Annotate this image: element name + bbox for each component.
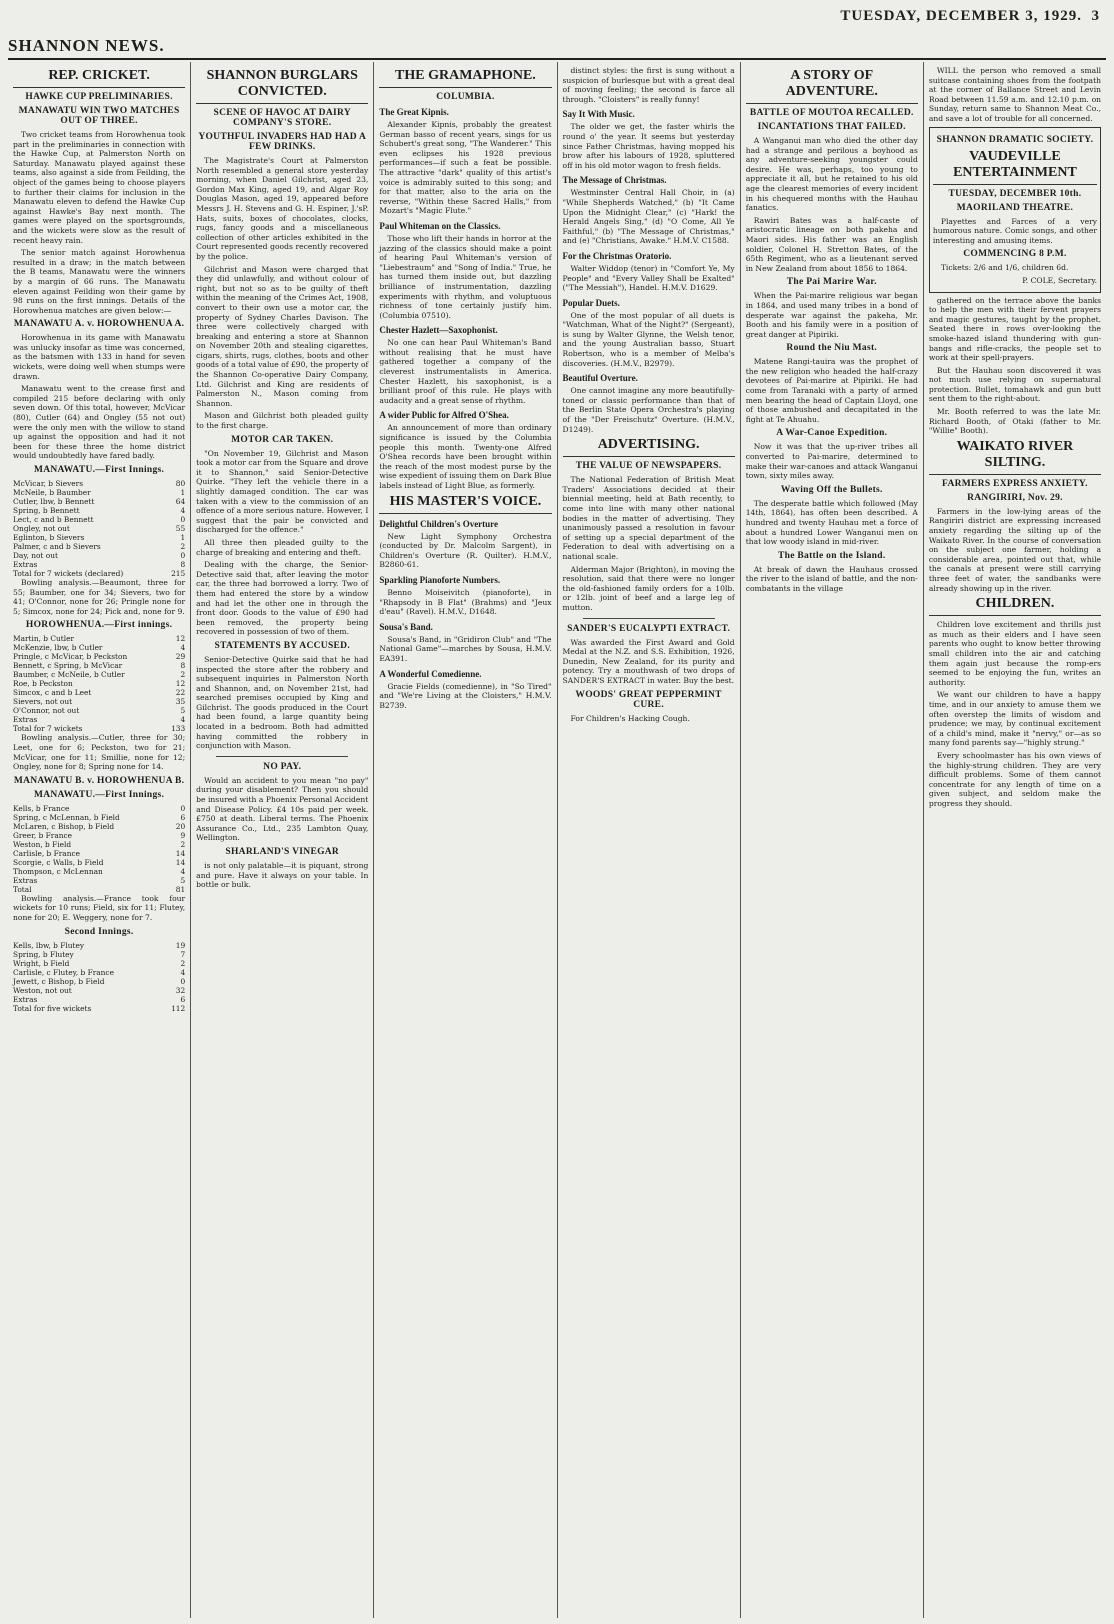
subhead: THE VALUE OF NEWSPAPERS. xyxy=(575,461,722,472)
paragraph: gathered on the terrace above the banks to help the men with their fervent prayers and magic gestures, taught by the prophet. Seated there in rows over-looking the smoke-hazed island thundering with gun-bangs and rifle-cracks, the people set to work at their spell-prayers. xyxy=(928,295,1102,363)
batsman: Weston, b Field xyxy=(13,839,72,849)
paragraph: We want our children to have a happy time, and in our anxiety to amuse them we often overstep the limits of wisdom and prudence; we may, by continual excitement of a child's mind, make it "nervy," or—as so many fond parents say—"highly strung." xyxy=(928,690,1102,748)
dateline: RANGIRIRI, Nov. 29. xyxy=(967,492,1063,503)
score-row xyxy=(13,551,185,560)
batsman: Wright, b Field xyxy=(13,958,70,968)
paragraph: "On November 19, Gilchrist and Mason took a motor car from the Square and drove it to Shannon," said Senior-Detective Quirke. "They left the vehicle there in a slightly damaged condition. The car was taken with a view to the commission of an offence of a more serious nature. However, I suggest that the pair be convicted and discharged for the offence." xyxy=(196,448,369,535)
ad-paragraph: Would an accident to you mean "no pay" during your disablement? Then you should be insured with a Phoenix Personal Accident and Disease Policy. £4 10s paid per week. £750 at death. Liberal terms. The Phoenix Assurance Co., Ltd., 235 Lambton Quay, Wellington. xyxy=(196,775,369,843)
score-row xyxy=(13,533,185,542)
runs: 0 xyxy=(180,551,186,560)
scorecard-manawatu-b xyxy=(13,804,185,894)
paragraph: Mason and Gilchrist both pleaded guilty to the first charge. xyxy=(196,411,369,431)
ad-title: WOODS' GREAT PEPPERMINT CURE. xyxy=(575,689,722,710)
paragraph: Those who lift their hands in horror at the jazzing of the classics should make a point of hearing Paul Whiteman's version of "Liebestraum" and "Song of India." True, he has turned them inside out, but dazzling brilliance of instrumentation, dazzling experiments with rhythm, and voluptuous richness of tone certainly justify him. (Columbia 07510). xyxy=(379,233,552,320)
batsman: Total for 7 wickets (declared) xyxy=(13,569,124,578)
ad-venue: MAORILAND THEATRE. xyxy=(956,202,1074,213)
runs: 14 xyxy=(175,857,186,867)
runs: 20 xyxy=(175,821,186,831)
paragraph: Farmers in the low-lying areas of the Rangiriri district are expressing increased anxiety regarding the silting up of the Waikato River. In the course of conversation on the subject one farmer, holding a considerable area, pointed out that, while the canals at present were still carrying three feet of water, the sandbanks were already showing up in the river. xyxy=(928,506,1102,593)
paragraph: Alderman Major (Brighton), in moving the resolution, said that there were no longer the old-fashioned family orders for a 10lb. or 12lb. joint of beef and a large leg of mutton. xyxy=(562,564,735,612)
score-row xyxy=(13,643,185,652)
subhead: Chester Hazlett—Saxophonist. xyxy=(379,325,498,336)
notice-paragraph: WILL the person who removed a small suitcase containing shoes from the footpath at the corner of Ballance Street and Levin Road between 11.59 a.m. and 12.10 p.m. on Sunday, return same to Shannon Meat Co., and save a lot of trouble for all concerned. xyxy=(928,66,1102,123)
scorecard-title: MANAWATU.—First Innings. xyxy=(33,789,165,800)
batsman: Ongley, not out xyxy=(13,524,70,533)
runs: 2 xyxy=(180,839,186,849)
subhead: Say It With Music. xyxy=(562,109,635,120)
score-row xyxy=(13,867,185,876)
paragraph: One cannot imagine any more beautifully-toned or classic performance than that of the Berlin State Opera Orchestra's playing of the "Der Freischutz" Overture. (H.M.V., D1249). xyxy=(562,386,735,434)
page-number: 3 xyxy=(1091,8,1100,24)
runs: 0 xyxy=(180,515,186,524)
runs: 55 xyxy=(175,524,186,533)
paragraph: Dealing with the charge, the Senior-Detective said that, after leaving the motor car, the three had borrowed a lorry. Two of them had entered the store by a window and had let the other one in through the front door. Goods to the value of £90 had been removed, the property being recovered in possession of two of them. xyxy=(196,560,369,637)
batsman: Carlisle, b France xyxy=(13,848,80,858)
paragraph: The desperate battle which followed (May 14th, 1864), has often been described. A hundred and twenty Hauhau met a force of about a hundred Lower Wanganui men on that low woody island in mid-river. xyxy=(745,498,918,547)
runs: 6 xyxy=(180,812,186,822)
batsman: Carlisle, c Flutey, b France xyxy=(13,967,114,977)
batsman: Total for 7 wickets xyxy=(13,724,83,734)
subhead: MANAWATU A. v. HOROWHENUA A. xyxy=(13,319,185,330)
runs: 7 xyxy=(180,949,186,959)
subhead: The Message of Christmas. xyxy=(562,175,667,186)
score-row xyxy=(13,524,185,533)
runs: 4 xyxy=(180,967,186,977)
batsman: Extras xyxy=(13,875,38,885)
runs: 80 xyxy=(175,479,186,488)
ad-tickets: Tickets: 2/6 and 1/6, children 6d. xyxy=(940,263,1069,273)
headline-burglars: SHANNON BURGLARS CONVICTED. xyxy=(196,68,368,104)
score-row xyxy=(13,941,185,950)
batsman: Palmer, c and b Sievers xyxy=(13,542,101,551)
score-row xyxy=(13,950,185,959)
paragraph: At break of dawn the Hauhaus crossed the river to the island of battle, and the non-combatants in the village xyxy=(745,564,918,593)
runs: 215 xyxy=(171,569,186,578)
ad-paragraph: is not only palatable—it is piquant, strong and pure. Have it always on your table. In bottle or bulk. xyxy=(196,861,369,890)
paragraph: The National Federation of British Meat Traders' Associations decided at their biennial meeting, held at Bath recently, to come into line with many other national bodies in the matter of advertising. They unanimously passed a resolution in favour of setting up a special department of the Federation to deal with advertising on a national scale. xyxy=(562,475,735,561)
subhead: HAWKE CUP PRELIMINARIES. xyxy=(25,92,173,102)
paragraph: Sousa's Band, in "Gridiron Club" and "The National Game"—marches by Sousa, H.M.V. EA391. xyxy=(379,634,552,663)
ad-title: SHARLAND'S VINEGAR xyxy=(225,847,340,857)
score-row xyxy=(13,840,185,849)
batsman: Sievers, not out xyxy=(13,697,73,707)
batsman: Pringle, c McVicar, b Peckston xyxy=(13,652,128,662)
runs: 4 xyxy=(180,866,186,876)
runs: 8 xyxy=(180,661,186,671)
paragraph: New Light Symphony Orchestra (conducted by Dr. Malcolm Sargent), in Children's Overture (R. Quilter). H.M.V., B2860-61. xyxy=(379,531,552,570)
ad-body: Playettes and Farces of a very humorous nature. Comic songs, and other interesting and amusing items. xyxy=(932,216,1098,245)
ad-title: VAUDEVILLE ENTERTAINMENT xyxy=(933,149,1097,185)
score-row xyxy=(13,515,185,524)
paragraph: Horowhenua in its game with Manawatu was unlucky insofar as time was concerned, as the batsmen with 133 in hand for seven wickets, were doing well when stumps were drawn. xyxy=(13,333,186,381)
runs: 6 xyxy=(180,994,186,1004)
subhead: A wider Public for Alfred O'Shea. xyxy=(379,410,509,421)
batsman: Thompson, c McLennan xyxy=(13,866,103,876)
scorecard-title: MANAWATU.—First Innings. xyxy=(33,465,165,475)
ad-title: NO PAY. xyxy=(263,761,302,772)
score-row xyxy=(13,977,185,986)
divider xyxy=(216,756,348,757)
score-row xyxy=(13,634,185,643)
score-row xyxy=(13,858,185,867)
scorecard-title: HOROWHENUA.—First innings. xyxy=(25,620,173,631)
batsman: Extras xyxy=(13,560,38,569)
column-5 xyxy=(741,62,924,1618)
score-row xyxy=(13,488,185,497)
subhead: STATEMENTS BY ACCUSED. xyxy=(214,640,350,651)
runs: 1 xyxy=(180,533,186,542)
score-row xyxy=(13,661,185,670)
column-2 xyxy=(191,62,374,1618)
runs: 0 xyxy=(180,976,186,986)
subhead: MANAWATU B. v. HOROWHENUA B. xyxy=(13,775,185,786)
batsman: Scorgie, c Walls, b Field xyxy=(13,857,104,867)
paragraph: The Magistrate's Court at Palmerston North resembled a general store yesterday morning, when Daniel Gilchrist, aged 23, Gordon Max King, aged 19, and Algar Roy Douglas Mason, aged 19, appeared before Messrs J. H. Stevens and G. H. Espiner, J.'sP. Hats, suits, boxes of chocolates, clocks, rugs, fancy goods and a miscellaneous collection of other articles exhibited in the Court represented goods recently recovered by the police. xyxy=(196,156,369,261)
subhead: COLUMBIA. xyxy=(436,92,495,102)
batsman: McLaren, c Bishop, b Field xyxy=(13,821,115,831)
batsman: Jewett, c Bishop, b Field xyxy=(13,976,105,986)
subhead: FARMERS EXPRESS ANXIETY. xyxy=(942,478,1088,489)
runs: 9 xyxy=(180,830,186,840)
score-row xyxy=(13,542,185,551)
paragraph: Gilchrist and Mason were charged that they did unlawfully, and without colour of right, but not so as to be guilty of theft within the meaning of the Crimes Act, 1908, convert to their own use a motor car, the property of Sydney Charles Davison. The three were collectively charged with breaking and entering a store at Shannon on November 20th and stealing cigarettes, cigars, shirts, rugs, clothes, boots and other goods of a total value of £90, the property of the Shannon Co-operative Dairy Company, Ltd. Gilchrist and King are residents of Palmerston N., Mason coming from Shannon. xyxy=(196,264,369,408)
score-row xyxy=(13,813,185,822)
scorecard-manawatu-a xyxy=(13,479,185,578)
paragraph: Alexander Kipnis, probably the greatest German basso of recent years, sings for us Schubert's great song, "The Wanderer." This even eclipses his 1928 previous performances—if such a feat be possible. The attractive "dark" quality of this artist's voice is admirably suited to this song; and for that matter, also to the aria on the reverse, "Within these Sacred Halls," from Mozart's "Magic Flute." xyxy=(379,120,552,216)
paragraph: Every schoolmaster has his own views of the highly-strung children. They are very difficult problems. Some of them cannot concentrate for any length of time on a given subject, and seldom make the progress they should. xyxy=(928,750,1102,808)
subhead: The Battle on the Island. xyxy=(778,550,886,561)
paragraph: An announcement of more than ordinary significance is issued by the Columbia people this month. Twenty-one Alfred O'Shea records have been brought within the reach of the most modest purse by the wise expedient of issuing them on Dark Blue labels instead of Light Blue, as formerly. xyxy=(379,423,552,490)
paragraph: Manawatu went to the crease first and compiled 215 before declaring with only seven down. Of this total, however, McVicar (80), Cutler (64) and Ongley (55 not out) were the only men with the willow to stand up against the opposition and had it not been for these three the home district would undoubtedly have fared badly. xyxy=(13,384,186,461)
score-row xyxy=(13,968,185,977)
scorecard-horowhenua-a xyxy=(13,634,185,733)
paragraph: The older we get, the faster whirls the round o' the year. It seems but yesterday since Father Christmas, having mopped his brow after his labours of 1928, spluttered off in his old motor wagon to fresh fields. xyxy=(562,122,735,170)
score-row xyxy=(13,885,185,894)
batsman: Eglinton, b Sievers xyxy=(13,533,85,542)
runs: 81 xyxy=(175,884,186,894)
score-row xyxy=(13,479,185,488)
subhead: Delightful Children's Overture xyxy=(379,518,499,529)
subhead: Waving Off the Bullets. xyxy=(780,484,883,495)
subhead: The Great Kipnis. xyxy=(379,107,449,117)
score-row xyxy=(13,670,185,679)
runs: 2 xyxy=(180,542,186,551)
subhead: MOTOR CAR TAKEN. xyxy=(231,434,334,445)
batsman: Roe, b Peckston xyxy=(13,679,73,689)
batsman: McNeile, b Baumber xyxy=(13,488,91,497)
score-row xyxy=(13,959,185,968)
score-row xyxy=(13,804,185,813)
batsman: Kells, b France xyxy=(13,803,70,813)
subhead: Beautiful Overture. xyxy=(562,373,638,384)
batsman: Martin, b Cutler xyxy=(13,634,75,644)
batsman: Baumber, c McNeile, b Cutler xyxy=(13,670,125,680)
ad-signature: P. COLE, Secretary. xyxy=(1022,275,1098,285)
score-row xyxy=(13,697,185,706)
column-6 xyxy=(924,62,1106,1618)
score-row xyxy=(13,822,185,831)
paragraph: Bowling analysis.—Beaumont, three for 55; Baumber, one for 34; Sievers, two for 41; O'Connor, none for 26; Pringle none for 5; Simcox, none for 24; Pick and, none for 9. xyxy=(13,578,186,616)
paragraph: Children love excitement and thrills just as much as their elders and I have seen parents who ought to know better throwing small children into the air and catching them again just because the romp-ers seemed to be enjoying the fun, writes an authority. xyxy=(928,620,1102,687)
masthead: SHANNON NEWS. xyxy=(8,36,165,55)
paragraph: Two cricket teams from Horowhenua took part in the preliminaries in connection with the Hawke Cup, at Palmerston North on Saturday. Manawatu played against these teams, also against a side from Feilding, the object of the games being to choose players to further their claims for inclusion in the Manawatu eleven to defend the Hawke Cup against Hawke's Bay next month. The games were played on the sportsgrounds, and the wickets were slow as the result of recent heavy rain. xyxy=(13,130,186,245)
score-row xyxy=(13,569,185,578)
paragraph: Rawiri Bates was a half-caste of aristocratic lineage on both pakeha and Maori sides. His father was an English soldier, Colonel H. Stretton Bates, of the 65th Regiment, who as a lieutenant served in New Zealand from about 1856 to 1864. xyxy=(745,215,918,273)
score-row xyxy=(13,679,185,688)
batsman: Day, not out xyxy=(13,551,58,560)
paragraph: But the Hauhau soon discovered it was not much use relying on supernatural protection. Bullet, tomahawk and gun butt sent them to the right-about. xyxy=(928,365,1102,404)
runs: 64 xyxy=(175,497,186,506)
batsman: McKenzie, lbw, b Cutler xyxy=(13,643,103,653)
vaudeville-ad xyxy=(929,127,1101,293)
subhead: YOUTHFUL INVADERS HAD HAD A FEW DRINKS. xyxy=(198,132,367,152)
runs: 4 xyxy=(180,506,186,515)
subhead: INCANTATIONS THAT FAILED. xyxy=(757,122,906,132)
batsman: Spring, b Flutey xyxy=(13,949,74,959)
paragraph: distinct styles: the first is sung without a suspicion of burlesque but with a great deal of moving feeling; the second is farce all through. "Cloisters" is really funny! xyxy=(562,66,735,104)
runs: 14 xyxy=(175,848,186,858)
subhead: SCENE OF HAVOC AT DAIRY COMPANY'S STORE. xyxy=(213,108,351,128)
scorecard-second-innings xyxy=(13,941,185,1013)
score-row xyxy=(13,995,185,1004)
runs: 29 xyxy=(175,652,186,662)
runs: 2 xyxy=(180,958,186,968)
score-row xyxy=(13,560,185,569)
score-row xyxy=(13,831,185,840)
paragraph: All three then pleaded guilty to the charge of breaking and entering and theft. xyxy=(196,537,369,557)
runs: 19 xyxy=(175,940,186,950)
score-row xyxy=(13,506,185,515)
batsman: Cutler, lbw, b Bennett xyxy=(13,497,95,506)
ad-date: TUESDAY, DECEMBER 10th. xyxy=(948,188,1082,199)
runs: 4 xyxy=(180,715,186,725)
headline-adventure: A STORY OF ADVENTURE. xyxy=(746,68,918,104)
subhead: A Wonderful Comedienne. xyxy=(379,668,482,679)
header-rule xyxy=(8,58,1106,60)
headline-waikato: WAIKATO RIVER SILTING. xyxy=(929,439,1101,475)
ad-society: SHANNON DRAMATIC SOCIETY. xyxy=(936,134,1094,145)
score-row xyxy=(13,497,185,506)
batsman: Spring, c McLennan, b Field xyxy=(13,812,120,822)
paragraph: Benno Moiseivitch (pianoforte), in "Rhapsody in B Flat" (Brahms) and "Jeux d'eau" (Ravel). H.M.V., D1648. xyxy=(379,587,552,617)
issue-date: TUESDAY, DECEMBER 3, 1929. xyxy=(840,8,1082,24)
paragraph: Matene Rangi-tauira was the prophet of the new religion who headed the half-crazy devotees of Pai-marire at Pipiriki. He had come from Taranaki with a party of armed men bearing the head of Captain Lloyd, one of those ambushed and decapitated in the fight at Te Ahuahu. xyxy=(745,357,918,424)
score-row xyxy=(13,876,185,885)
paragraph: Gracie Fields (comedienne), in "So Tired" and "We're Living at the Cloisters," H.M.V. B2739. xyxy=(379,681,552,710)
column-3 xyxy=(374,62,557,1618)
subhead: MANAWATU WIN TWO MATCHES OUT OF THREE. xyxy=(18,106,180,126)
ad-title: SANDER'S EUCALYPTI EXTRACT. xyxy=(567,623,731,634)
runs: 0 xyxy=(180,803,186,813)
runs: 35 xyxy=(175,697,186,707)
runs: 8 xyxy=(180,560,186,569)
paragraph: Senior-Detective Quirke said that he had inspected the store after the robbery and subsequent inquiries in Palmerston North and Shannon, and, on November 21st, had searched premises occupied by King and Gilchrist. The goods produced in the Court had been found, a large quantity being located in a bedroom. Both had admitted having committed the robbery in conjunction with Mason. xyxy=(196,654,369,751)
headline-his-masters-voice: HIS MASTER'S VOICE. xyxy=(379,494,551,514)
headline-gramaphone: THE GRAMAPHONE. xyxy=(379,68,551,88)
batsman: Spring, b Bennett xyxy=(13,506,80,515)
batsman: Lect, c and b Bennett xyxy=(13,515,94,524)
paragraph: No one can hear Paul Whiteman's Band without realising that he must have gathered together a company of the cleverest instrumentalists in America. Chester Hazlett, his saxophonist, is a brilliant proof of this rule. He plays with audacity and a great sense of rhythm. xyxy=(379,338,552,405)
paragraph: A Wanganui man who died the other day had a strange and perilous a boyhood as any adventure-seeking youngster could desire. He was, perhaps, too young to appreciate it all, but he retained to his old age the clearest memories of every incident in his chequered months with the Hauhau fanatics. xyxy=(745,136,918,213)
score-row xyxy=(13,724,185,733)
columns xyxy=(8,62,1106,1618)
subhead: BATTLE OF MOUTOA RECALLED. xyxy=(749,108,914,118)
score-row xyxy=(13,1004,185,1013)
score-row xyxy=(13,715,185,724)
score-row xyxy=(13,986,185,995)
subhead: Sousa's Band. xyxy=(379,621,433,632)
batsman: Greer, b France xyxy=(13,830,73,840)
subhead: Round the Niu Mast. xyxy=(786,343,878,354)
batsman: Bennett, c Spring, b McVicar xyxy=(13,661,123,671)
score-row xyxy=(13,849,185,858)
paragraph: Now it was that the up-river tribes all converted to Pai-marire, determined to make their war-canoes and attack Wanganui town, sixty miles away. xyxy=(745,442,918,481)
batsman: Simcox, c and b Leet xyxy=(13,688,92,698)
runs: 133 xyxy=(171,724,186,734)
paragraph: Walter Widdop (tenor) in "Comfort Ye, My People" and "Every Valley Shall be Exalted" ("The Messiah"), Handel. H.M.V. D1629. xyxy=(562,263,735,293)
ad-paragraph: Was awarded the First Award and Gold Medal at the N.Z. and S.S. Exhibition, 1926, Dunedin, New Zealand, for its purity and potency. Try a mouthwash of two drops of SANDER'S EXTRACT in water. Buy the best. xyxy=(562,637,735,685)
subhead: A War-Canoe Expedition. xyxy=(776,428,888,439)
batsman: McVicar, b Sievers xyxy=(13,479,83,488)
runs: 4 xyxy=(180,643,186,653)
subhead: The Pai Marire War. xyxy=(786,277,877,288)
scorecard-title: Second Innings. xyxy=(64,926,134,937)
runs: 112 xyxy=(171,1003,186,1013)
batsman: Kells, lbw, b Flutey xyxy=(13,940,85,950)
subhead: Sparkling Pianoforte Numbers. xyxy=(379,574,501,585)
runs: 12 xyxy=(175,634,186,644)
runs: 5 xyxy=(180,706,186,716)
page-header-date xyxy=(840,8,1100,25)
subhead: Paul Whiteman on the Classics. xyxy=(379,220,501,231)
batsman: Total for five wickets xyxy=(13,1003,92,1013)
batsman: O'Connor, not out xyxy=(13,706,80,716)
subhead: Popular Duets. xyxy=(562,297,620,308)
headline-advertising: ADVERTISING. xyxy=(563,437,735,457)
paragraph: One of the most popular of all duets is "Watchman, What of the Night?" (Sergeant), is sung by Walter Glynne, the Welsh tenor, and the young Australian basso, Stuart Robertson, who is a member of Melba's discoveries. (H.M.V., B2979). xyxy=(562,310,735,368)
runs: 2 xyxy=(180,670,186,680)
paragraph: Bowling analysis.—France took four wickets for 10 runs; Field, six for 11; Flutey, none for 20; E. Weggery, none for 7. xyxy=(13,893,186,922)
score-row xyxy=(13,688,185,697)
headline-children: CHILDREN. xyxy=(929,596,1101,616)
runs: 22 xyxy=(175,688,186,698)
divider xyxy=(583,618,715,619)
paragraph: Mr. Booth referred to was the late Mr. Richard Booth, of Otaki (father to Mr. "Willie" Booth). xyxy=(928,407,1102,436)
runs: 5 xyxy=(180,875,186,885)
headline-cricket: REP. CRICKET. xyxy=(13,68,185,88)
paragraph: The senior match against Horowhenua resulted in a draw; in the match between the B teams, Manawatu were the winners by a margin of 66 runs. The Manawatu eleven against Feilding won their game by 98 runs on the first innings. Details of the Horowhenua matches are given below:— xyxy=(13,248,186,315)
batsman: Extras xyxy=(13,715,38,725)
column-4 xyxy=(558,62,741,1618)
paragraph: When the Pai-marire religious war began in 1864, and used many tribes in a bond of desperate war against the pakeha, Mr. Booth and his family were in a position of great danger at Pipiriki. xyxy=(745,291,918,339)
paragraph: Bowling analysis.—Cutler, three for 30; Leet, one for 6; Peckston, two for 21; McVicar, one for 11; Smillie, none for 12; Ongley, none for 8; Spring none for 14. xyxy=(13,733,186,772)
runs: 32 xyxy=(175,985,186,995)
batsman: Total xyxy=(13,884,32,894)
batsman: Weston, not out xyxy=(13,985,72,995)
subhead: For the Christmas Oratorio. xyxy=(562,250,672,261)
runs: 1 xyxy=(180,488,186,497)
batsman: Extras xyxy=(13,994,38,1004)
score-row xyxy=(13,652,185,661)
paragraph: Westminster Central Hall Choir, in (a) "While Shepherds Watched," (b) "It Came Upon the Midnight Clear," (c) "Hark! the Herald Angels Sing," (d) "O Come, All Ye Faithful," (b) "The Message of Christmas," and (e) "Christians, Awake." H.M.V. C1588. xyxy=(562,188,735,246)
score-row xyxy=(13,706,185,715)
column-1 xyxy=(8,62,191,1618)
ad-time: COMMENCING 8 P.M. xyxy=(963,249,1067,260)
ad-paragraph: For Children's Hacking Cough. xyxy=(570,713,690,723)
runs: 12 xyxy=(175,679,186,689)
